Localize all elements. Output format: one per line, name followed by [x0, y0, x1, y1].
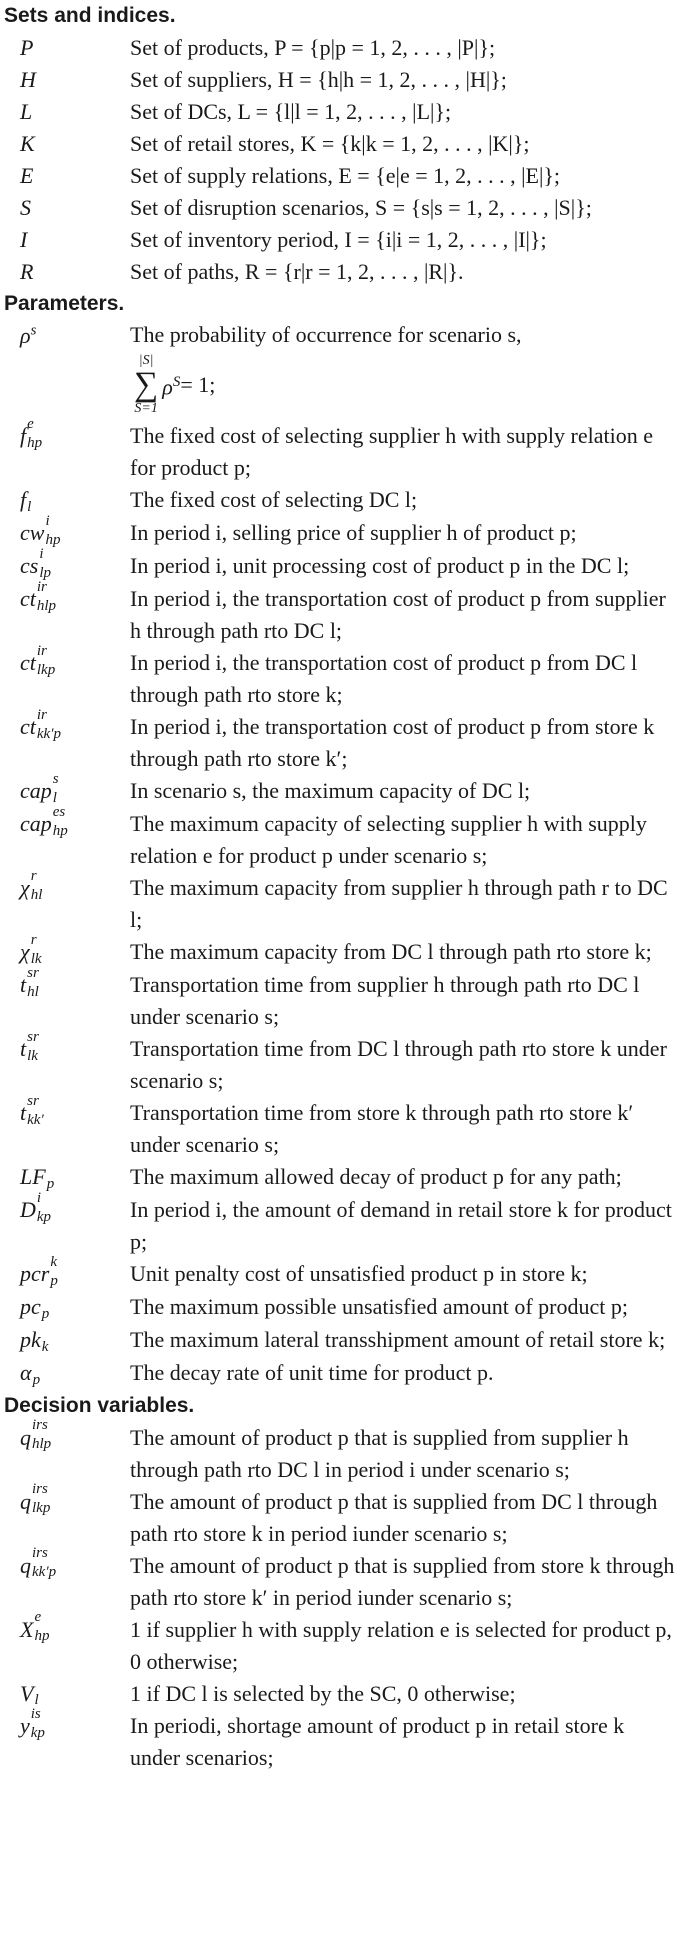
set-symbol: E	[20, 163, 34, 188]
parameter-symbol	[4, 1324, 130, 1357]
symbol-base: cw	[20, 519, 45, 545]
symbol-subscript: lp	[39, 564, 51, 581]
decision-variable-description: The amount of product p that is supplied from DC l through path rto store k in period iunder scenario s;	[130, 1488, 658, 1546]
decision-variable-symbol	[4, 1417, 130, 1455]
sum-formula	[130, 350, 675, 420]
parameter-symbol	[4, 642, 130, 680]
symbol-subscript: kk′p	[32, 1564, 57, 1581]
symbol-base: t	[20, 971, 27, 997]
symbol-subscript: p	[50, 1272, 58, 1289]
set-description: Set of suppliers, H = {h|h = 1, 2, . . . , |H|};	[130, 67, 507, 92]
symbol-base: ct	[20, 713, 36, 739]
set-description: Set of products, P = {p|p = 1, 2, . . . , |P|};	[130, 35, 496, 60]
summation-operator	[134, 354, 158, 416]
decision-variable-row	[4, 1706, 681, 1774]
parameter-description: In period i, the transportation cost of product p from store k through path rto store k′;	[130, 713, 655, 771]
rho-symbol	[4, 320, 130, 352]
symbol-superscript: i	[45, 512, 50, 529]
symbol-indices	[47, 1164, 55, 1194]
decision-variable-symbol	[4, 1545, 130, 1583]
decision-variable-description: In periodi, shortage amount of product p in retail store k under scenarios;	[130, 1713, 625, 1771]
symbol-subscript: hp	[45, 531, 61, 548]
set-row	[4, 96, 681, 128]
parameter-symbol	[4, 545, 130, 583]
symbol-indices	[45, 512, 61, 550]
symbol-indices	[36, 578, 57, 616]
symbol-superscript: ir	[36, 578, 47, 595]
parameter-row	[4, 770, 681, 808]
symbol-base: q	[20, 1424, 31, 1450]
rho-sup: s	[30, 322, 37, 339]
parameter-description: The maximum possible unsatisfied amount of product p;	[130, 1293, 628, 1319]
parameter-description: In period i, unit processing cost of product p in the DC l;	[130, 552, 630, 578]
sum-rhs: = 1;	[180, 372, 216, 397]
symbol-superscript: sr	[27, 964, 39, 981]
parameter-symbol	[4, 1357, 130, 1390]
symbol-base: t	[20, 1035, 27, 1061]
symbol-base: χ	[20, 938, 30, 964]
parameter-description: In period i, selling price of supplier h of product p;	[130, 519, 577, 545]
symbol-indices	[42, 1327, 49, 1357]
symbol-base: q	[20, 1488, 31, 1514]
sum-body-sup: S	[172, 374, 181, 391]
symbol-subscript: lkp	[36, 661, 56, 678]
symbol-subscript: lk	[30, 950, 42, 967]
parameter-row	[4, 1324, 681, 1357]
parameter-row	[4, 1092, 681, 1161]
parameter-description: The maximum capacity from DC l through path rto store k;	[130, 938, 652, 964]
parameter-symbol	[4, 706, 130, 744]
symbol-superscript	[47, 1158, 55, 1173]
symbol-subscript: hp	[27, 434, 43, 451]
decision-variable-row	[4, 1609, 681, 1678]
symbol-base: pk	[20, 1326, 41, 1352]
parameter-row	[4, 1357, 681, 1390]
decision-variable-symbol	[4, 1609, 130, 1647]
parameter-symbol	[4, 964, 130, 1002]
symbol-base: y	[20, 1713, 30, 1739]
set-symbol: L	[20, 99, 33, 124]
rho-description: The probability of occurrence for scenario s,	[130, 322, 522, 347]
symbol-base: pc	[20, 1293, 41, 1319]
decision-variable-row	[4, 1417, 681, 1486]
symbol-indices	[42, 1294, 50, 1324]
symbol-superscript: r	[30, 867, 37, 884]
decision-variable-row	[4, 1545, 681, 1614]
rho-description-block	[130, 320, 681, 420]
symbol-subscript: hp	[34, 1628, 50, 1645]
symbol-indices	[30, 1706, 45, 1743]
symbol-superscript: e	[34, 1609, 42, 1626]
symbol-superscript: k	[50, 1253, 57, 1270]
set-symbol: S	[20, 195, 31, 220]
parameter-symbol	[4, 1189, 130, 1227]
set-description: Set of disruption scenarios, S = {s|s = 1, 2, . . . , |S|};	[130, 195, 592, 220]
symbol-superscript: i	[39, 545, 44, 562]
symbol-subscript: hl	[27, 983, 39, 1000]
sets-list	[4, 32, 681, 288]
parameter-description: The fixed cost of selecting DC l;	[130, 487, 418, 512]
symbol-base: f	[20, 423, 27, 448]
symbol-subscript: kp	[30, 1725, 45, 1742]
symbol-superscript	[42, 1321, 49, 1336]
rho-row	[4, 320, 681, 420]
symbol-base: X	[20, 1616, 34, 1642]
set-symbol: R	[20, 259, 34, 284]
parameter-symbol	[4, 484, 130, 517]
parameter-symbol	[4, 1092, 130, 1130]
parameter-description: In period i, the amount of demand in retail store k for product p;	[130, 1196, 672, 1254]
set-row	[4, 128, 681, 160]
sigma-icon: ∑	[134, 366, 159, 403]
symbol-subscript: p	[41, 1305, 50, 1322]
decision-variable-row	[4, 1678, 681, 1711]
symbol-subscript: hl	[30, 886, 43, 903]
parameter-description: The maximum lateral transshipment amount of retail store k;	[130, 1326, 666, 1352]
symbol-indices	[27, 1028, 39, 1066]
set-row	[4, 32, 681, 64]
symbol-subscript: l	[52, 789, 57, 806]
parameter-symbol	[4, 867, 130, 905]
parameter-description: Unit penalty cost of unsatisfied product p in store k;	[130, 1260, 588, 1286]
symbol-indices	[32, 1417, 52, 1454]
symbol-subscript: hp	[52, 822, 68, 839]
parameter-description: The maximum capacity of selecting supplier h with supply relation e for product p under scenario s;	[130, 810, 647, 868]
parameter-symbol	[4, 415, 130, 453]
parameter-description: The decay rate of unit time for product p.	[130, 1359, 494, 1385]
set-description: Set of supply relations, E = {e|e = 1, 2, . . . , |E|};	[130, 163, 561, 188]
symbol-base: f	[20, 487, 27, 512]
symbol-base: χ	[20, 874, 30, 900]
parameter-symbol	[4, 1028, 130, 1066]
rho-base: ρ	[20, 323, 31, 348]
symbol-indices	[36, 1189, 52, 1227]
parameter-symbol	[4, 512, 130, 550]
symbol-superscript: e	[27, 415, 34, 432]
set-symbol: I	[20, 227, 28, 252]
parameter-description: In scenario s, the maximum capacity of DC l;	[130, 777, 531, 803]
symbol-base: D	[20, 1196, 36, 1222]
symbol-base: q	[20, 1552, 31, 1578]
symbol-superscript: irs	[32, 1545, 48, 1562]
symbol-indices	[36, 642, 56, 680]
symbol-indices	[33, 1360, 41, 1390]
decision-variable-description: 1 if DC l is selected by the SC, 0 otherwise;	[130, 1680, 516, 1706]
parameter-row	[4, 1253, 681, 1291]
decision-variable-description: The amount of product p that is supplied from supplier h through path rto DC l in period i under scenario s;	[130, 1424, 629, 1482]
decision-variable-symbol	[4, 1678, 130, 1711]
symbol-indices	[27, 487, 31, 517]
symbol-indices	[36, 706, 61, 744]
set-symbol: H	[20, 67, 36, 92]
parameter-row	[4, 642, 681, 711]
symbol-superscript	[33, 1354, 41, 1369]
set-row	[4, 256, 681, 288]
symbol-base: t	[20, 1099, 27, 1125]
set-description: Set of paths, R = {r|r = 1, 2, . . . , |R|}.	[130, 259, 464, 284]
symbol-subscript: lk	[27, 1047, 38, 1064]
set-row	[4, 192, 681, 224]
parameter-description: The maximum allowed decay of product p for any path;	[130, 1163, 622, 1189]
parameters-heading: Parameters.	[4, 292, 125, 315]
set-description: Set of inventory period, I = {i|i = 1, 2, . . . , |I|};	[130, 227, 547, 252]
parameter-description: In period i, the transportation cost of product p from supplier h through path rto DC l;	[130, 585, 666, 643]
parameter-row	[4, 867, 681, 936]
set-symbol: K	[20, 131, 35, 156]
symbol-indices	[32, 1481, 51, 1518]
symbol-base: LF	[20, 1163, 46, 1189]
symbol-superscript	[42, 1288, 50, 1303]
decision-variable-description: The amount of product p that is supplied from store k through path rto store k′ in period iunder scenario s;	[130, 1552, 675, 1610]
symbol-subscript: p	[46, 1175, 55, 1192]
symbol-base: V	[20, 1680, 34, 1706]
symbol-subscript: kk′	[27, 1111, 44, 1128]
symbol-subscript: k	[41, 1338, 49, 1355]
symbol-superscript: ir	[36, 706, 47, 723]
parameter-description: The maximum capacity from supplier h through path r to DC l;	[130, 874, 668, 932]
parameter-row	[4, 1028, 681, 1097]
parameter-symbol	[4, 1253, 130, 1291]
symbol-superscript: s	[52, 770, 59, 787]
symbol-subscript: p	[32, 1371, 41, 1388]
parameter-description: Transportation time from DC l through path rto store k under scenario s;	[130, 1035, 667, 1093]
symbol-indices	[52, 803, 68, 841]
parameter-symbol	[4, 931, 130, 969]
set-symbol: P	[20, 35, 34, 60]
sum-body-base: ρ	[162, 374, 173, 400]
decision-variable-description: 1 if supplier h with supply relation e is selected for product p, 0 otherwise;	[130, 1616, 672, 1674]
symbol-superscript: irs	[32, 1417, 48, 1434]
parameter-symbol	[4, 803, 130, 841]
symbol-superscript: irs	[32, 1481, 48, 1498]
symbol-superscript: ir	[36, 642, 47, 659]
sum-upper-limit: |S|	[138, 353, 154, 368]
sets-heading: Sets and indices.	[4, 4, 176, 27]
set-row	[4, 160, 681, 192]
parameter-row	[4, 545, 681, 583]
symbol-superscript: is	[30, 1706, 41, 1723]
parameter-symbol	[4, 1161, 130, 1194]
parameters-list	[4, 415, 681, 1390]
parameter-row	[4, 964, 681, 1033]
decision-variable-symbol	[4, 1706, 130, 1743]
symbol-subscript: kp	[36, 1208, 52, 1225]
parameter-description: Transportation time from supplier h through path rto DC l under scenario s;	[130, 971, 640, 1029]
parameter-row	[4, 1161, 681, 1194]
decision-variables-list	[4, 1417, 681, 1775]
parameter-row	[4, 1189, 681, 1258]
symbol-indices	[27, 1092, 44, 1130]
symbol-superscript	[34, 1674, 38, 1689]
parameter-description: Transportation time from store k through path rto store k′ under scenario s;	[130, 1099, 634, 1157]
parameter-description: In period i, the transportation cost of product p from DC l through path rto store k;	[130, 649, 638, 707]
symbol-indices	[27, 964, 39, 1002]
parameter-row	[4, 578, 681, 647]
symbol-subscript: hlp	[36, 597, 57, 614]
sum-body	[162, 367, 180, 402]
symbol-superscript: sr	[27, 1092, 39, 1109]
parameter-symbol	[4, 770, 130, 808]
symbol-subscript: l	[34, 1692, 39, 1709]
parameter-row	[4, 706, 681, 775]
symbol-base: α	[20, 1359, 32, 1385]
parameter-symbol	[4, 1291, 130, 1324]
symbol-superscript: r	[30, 931, 37, 948]
symbol-subscript: l	[27, 498, 32, 515]
symbol-indices	[27, 415, 43, 453]
symbol-indices	[34, 1609, 50, 1646]
set-row	[4, 224, 681, 256]
symbol-base: ct	[20, 649, 36, 675]
set-description: Set of retail stores, K = {k|k = 1, 2, . . . , |K|};	[130, 131, 530, 156]
symbol-superscript: i	[36, 1189, 42, 1206]
parameter-description: The fixed cost of selecting supplier h with supply relation e for product p;	[130, 423, 653, 480]
parameter-row	[4, 803, 681, 872]
parameter-row	[4, 415, 681, 484]
parameter-row	[4, 512, 681, 550]
parameter-row	[4, 1291, 681, 1324]
decision-variable-row	[4, 1481, 681, 1550]
symbol-indices	[30, 867, 43, 905]
symbol-indices	[32, 1545, 57, 1582]
set-row	[4, 64, 681, 96]
parameter-symbol	[4, 578, 130, 616]
symbol-base: pcr	[20, 1260, 50, 1286]
symbol-subscript: lkp	[32, 1500, 51, 1517]
parameter-row	[4, 484, 681, 517]
symbol-base: cs	[20, 552, 39, 578]
decision-heading: Decision variables.	[4, 1393, 195, 1417]
symbol-superscript	[27, 481, 31, 496]
symbol-indices	[50, 1253, 58, 1291]
set-description: Set of DCs, L = {l|l = 1, 2, . . . , |L|};	[130, 99, 452, 124]
sum-lower-limit: S=1	[134, 401, 158, 416]
symbol-base: cap	[20, 810, 52, 836]
symbol-superscript: es	[52, 803, 66, 820]
symbol-base: ct	[20, 585, 36, 611]
decision-variable-symbol	[4, 1481, 130, 1519]
symbol-subscript: kk′p	[36, 725, 61, 742]
parameter-row	[4, 931, 681, 969]
symbol-base: cap	[20, 777, 52, 803]
symbol-subscript: hlp	[32, 1436, 52, 1453]
symbol-superscript: sr	[27, 1028, 39, 1045]
